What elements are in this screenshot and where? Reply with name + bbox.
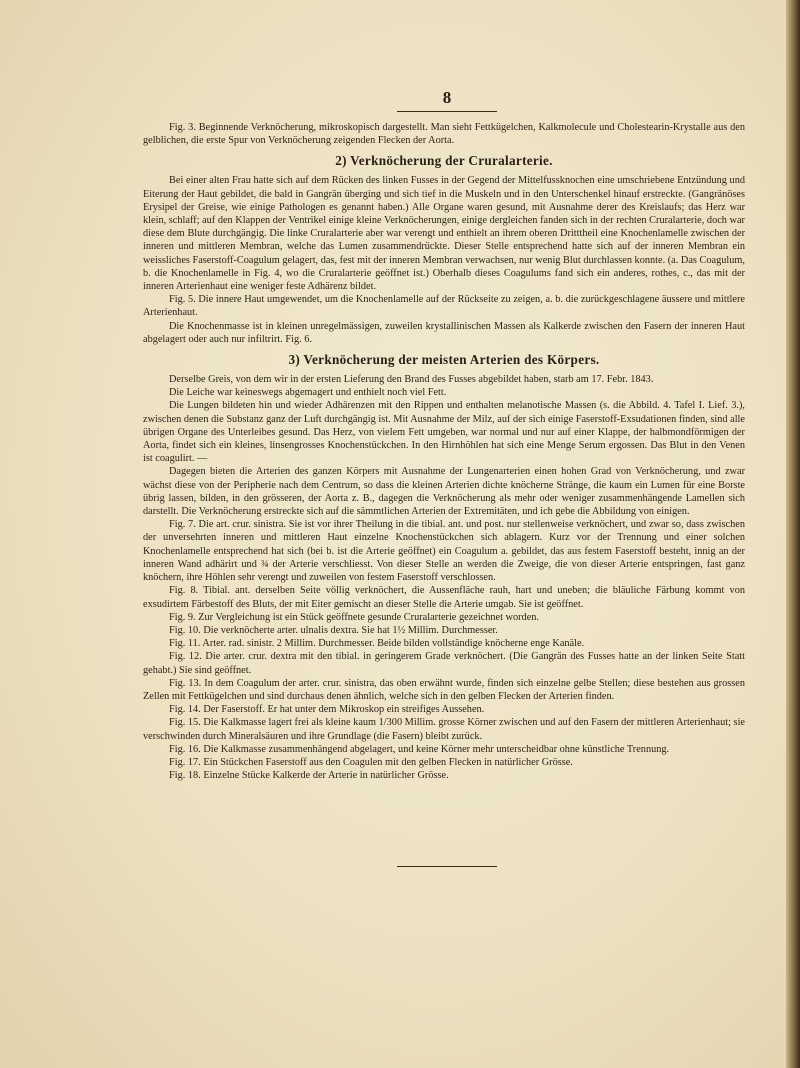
- section-2-paragraph: Die Knochenmasse ist in kleinen unregelmässigen, zuweilen krystallinischen Massen als Kalkerde zwischen den Fasern der inneren Haut abgelagert oder auch nur infiltrirt. Fig. 6.: [143, 320, 745, 345]
- section-2-paragraph: Fig. 5. Die innere Haut umgewendet, um die Knochenlamelle auf der Rückseite zu zeigen, a. b. die zurückgeschlagene äussere und mittlere Arterienhaut.: [143, 294, 745, 319]
- figure-caption: Fig. 15. Die Kalkmasse lagert frei als kleine kaum 1/300 Millim. grosse Körner zwischen und auf den Fasern der mittleren Arterienhaut; sie verschwinden durch Mineralsäuren und ihre Grundlage (die Fasern) bleibt zurück.: [143, 717, 745, 742]
- section-3-heading: 3) Verknöcherung der meisten Arterien des Körpers.: [288, 352, 600, 368]
- figure-caption: Fig. 13. In dem Coagulum der arter. crur. sinistra, das oben erwähnt wurde, finden sich einzelne gelbe Stellen; diese bestehen aus grossen Zellen mit Fettkügelchen und sind durchaus denen ähnlich, welche sich in den gelben Flecken der Arterien finden.: [143, 677, 745, 702]
- text-flow: [143, 121, 745, 782]
- figure-caption: Fig. 10. Die verknöcherte arter. ulnalis dextra. Sie hat 1½ Millim. Durchmesser.: [169, 624, 498, 636]
- intro-figure-caption: Fig. 3. Beginnende Verknöcherung, mikroskopisch dargestellt. Man sieht Fettkügelchen, Kalkmolecule und Cholestearin-Krystalle aus den gelblichen, die erste Spur von Verknöcherung zeigenden Flecken der Aorta.: [143, 122, 745, 147]
- header-rule: [397, 111, 497, 112]
- section-3-paragraph: Die Leiche war keineswegs abgemagert und enthielt noch viel Fett.: [169, 387, 447, 399]
- figure-caption: Fig. 11. Arter. rad. sinistr. 2 Millim. Durchmesser. Beide bilden vollständige knöcherne enge Kanäle.: [169, 638, 585, 650]
- book-spine-shadow: [786, 0, 800, 1068]
- figure-caption: Fig. 9. Zur Vergleichung ist ein Stück geöffnete gesunde Cruralarterie gezeichnet worden.: [169, 611, 540, 623]
- section-2-heading: 2) Verknöcherung der Cruralarterie.: [335, 153, 553, 169]
- section-2-paragraph: Bei einer alten Frau hatte sich auf dem Rücken des linken Fusses in der Gegend der Mittelfussknochen eine umschriebene Entzündung und Eiterung der Haut gebildet, die bald in Gangrän überging und sich tief in die Muskeln und in den Unterschenkel hinauf erstreckte. (Gangränöses Erysipel der Greise, wie einige Pathologen es genannt haben.) Alle Organe waren gesund, mit Ausnahme derer des Kreislaufs; das Herz war klein, schlaff; auf den Klappen der Ventrikel einige kleine Verknöcherungen, einige dergleichen fanden sich in der rechten Cruralarterie, doch war diese dem Blute durchgängig. Die linke Cruralarterie aber war verengt und enthielt an ihrem oberen Dritttheil eine Knochenlamelle zwischen der inneren und mittleren Membran, welche das Lumen zusammendrückte. Dieser Stelle entsprechend hatte sich auf der inneren Membran ein weissliches Faserstoff-Coagulum gelagert, das, fest mit der inneren Membran verwachsen, nur wenig Blut durchlassen konnte. (a. Das Coagulum, b. die Knochenlamelle in Fig. 4, wo die Cruralarterie geöffnet ist.) Oberhalb dieses Coagulums fand sich ein anderes, rothes, c., das mit der inneren Arterienhaut eine weniger feste Adhärenz bildet.: [143, 175, 745, 293]
- footer-rule: [397, 866, 497, 867]
- section-3-paragraph: Derselbe Greis, von dem wir in der ersten Lieferung den Brand des Fusses abgebildet haben, starb am 17. Febr. 1843.: [169, 374, 654, 386]
- section-3-paragraph: Dagegen bieten die Arterien des ganzen Körpers mit Ausnahme der Lungenarterien einen hohen Grad von Verknöcherung, und zwar wächst diese von der Peripherie nach dem Centrum, so dass die kleinen Arterien dichte knöcherne Stränge, die kaum ein Lumen für eine Borste übrig lassen, bilden, in den grösseren, der Aorta z. B., dagegen die Verknöcherung als mehr oder weniger zusammenhängende Lamellen sich darstellt. Die Verknöcherung erstreckte sich auf die sämmtlichen Arterien der Extremitäten, und ich gebe die Abbildung von einigen.: [143, 466, 745, 518]
- figure-caption: Fig. 8. Tibial. ant. derselben Seite völlig verknöchert, die Aussenfläche rauh, hart und uneben; die bläuliche Färbung kommt von exsudirtem Färbestoff des Bluts, der mit Eiter gemischt an dieser Stelle die Arterie umgab. Sie ist geöffnet.: [143, 585, 745, 610]
- figure-caption: Fig. 14. Der Faserstoff. Er hat unter dem Mikroskop ein streifiges Aussehen.: [169, 704, 485, 716]
- figure-caption: Fig. 17. Ein Stückchen Faserstoff aus den Coagulen mit den gelben Flecken in natürlicher Grösse.: [169, 756, 573, 768]
- figure-caption: Fig. 7. Die art. crur. sinistra. Sie ist vor ihrer Theilung in die tibial. ant. und post. nur stellenweise verknöchert, und zwar so, dass zwischen der unversehrten inneren und mittleren Haut einzelne Knochenstückchen sich ablagern. Kurz vor der Trennung und einer solchen Knochenlamelle entsprechend hat sich (bei b. ist die Arterie geöffnet) ein Coagulum a. gebildet, das aus festem Faserstoff besteht, innig an der inneren Wand adhärirt und ¾ der Arterie verschliesst. Von dieser Stelle an werden die Zweige, die von dieser Arterie entspringen, fast ganz knöchern, ihre Höhlen sehr verengt und zuweilen von festem Faserstoff verschlossen.: [143, 519, 745, 584]
- figure-caption: Fig. 12. Die arter. crur. dextra mit den tibial. in geringerem Grade verknöchert. (Die Gangrän des Fusses hatte an der linken Seite Statt gehabt.) Sie sind geöffnet.: [143, 651, 745, 676]
- figure-caption: Fig. 18. Einzelne Stücke Kalkerde der Arterie in natürlicher Grösse.: [169, 770, 449, 782]
- figure-caption: Fig. 16. Die Kalkmasse zusammenhängend abgelagert, und keine Körner mehr unterscheidbar ohne künstliche Trennung.: [169, 743, 670, 755]
- page-number: 8: [442, 88, 452, 107]
- section-3-paragraph: Die Lungen bildeten hin und wieder Adhärenzen mit den Rippen und enthalten melanotische Massen (s. die Abbild. 4. Tafel I. Lief. 3.), zwischen denen die Substanz ganz der Luft durchgängig ist. Mit Ausnahme der Milz, auf der sich einige Faserstoff-Exsudationen finden, sind alle übrigen Organe des Unterleibes gesund. Das Herz, von vielem Fett umgeben, war normal und nur auf einer Klappe, der halbmondförmigen der Aorta, findet sich ein kleines, linsengrosses Knochenstückchen. In den Hirnhöhlen hat sich eine Menge Serum ergossen. Das Blut in den Venen ist coagulirt. —: [143, 400, 745, 465]
